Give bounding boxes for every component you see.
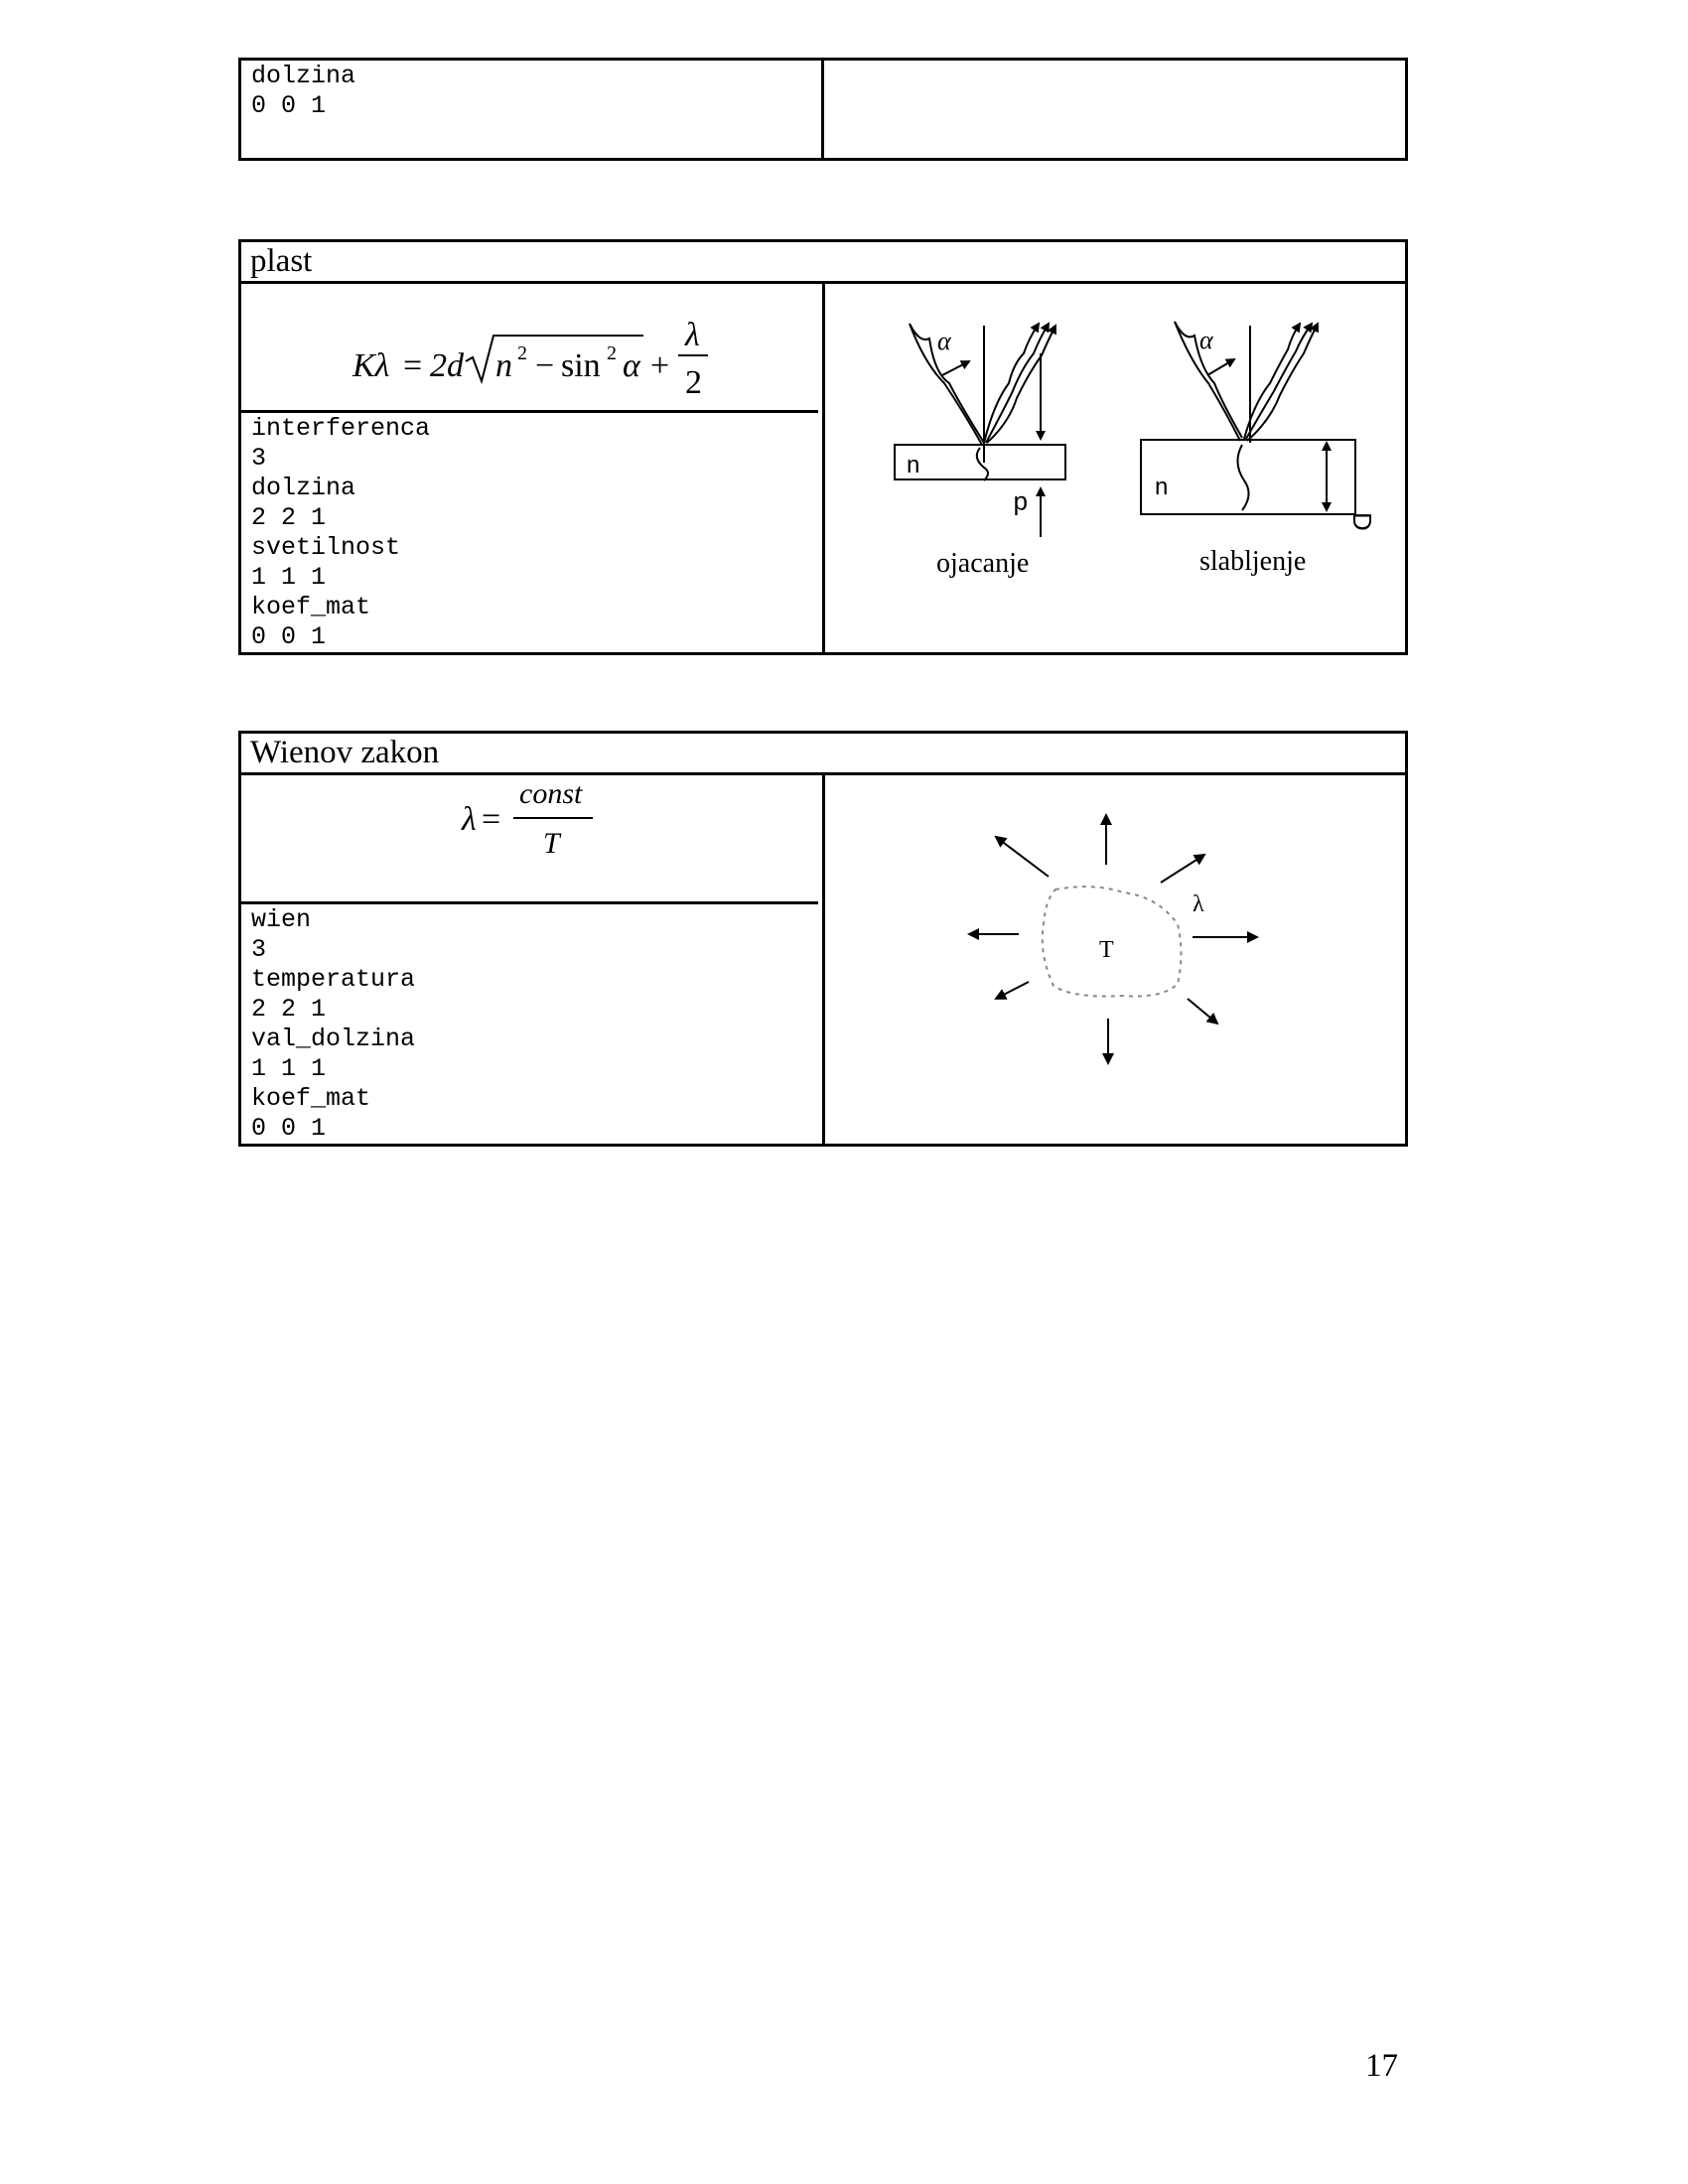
formula-frac-den: T <box>543 827 560 860</box>
T-label: T <box>1098 937 1114 963</box>
card-wienov-zakon <box>238 731 1408 1147</box>
code-line: val_dolzina <box>251 1024 416 1053</box>
card-2-right <box>823 283 1407 654</box>
code-line: svetilnost <box>251 533 401 562</box>
code-line: temperatura <box>251 965 416 994</box>
code-line: koef_mat <box>251 593 371 621</box>
code-line: 1 1 1 <box>251 563 327 592</box>
card-dolzina <box>238 58 1408 161</box>
code-line: koef_mat <box>251 1084 371 1113</box>
page-number: 17 <box>1365 2048 1398 2084</box>
code-line: 2 2 1 <box>251 503 327 532</box>
left-alpha-label: α <box>936 327 951 355</box>
left-d-label: d <box>1013 490 1028 520</box>
code-line: interferenca <box>251 414 431 443</box>
left-n-label: n <box>906 452 919 478</box>
right-alpha-label: α <box>1198 326 1213 354</box>
formula-frac-num: const <box>519 777 583 810</box>
formula-eq: = <box>403 347 423 384</box>
formula-box <box>241 775 818 904</box>
sqrt-sign <box>466 336 643 381</box>
diagram-slabljenje <box>1141 322 1355 514</box>
card-title: Wienov zakon <box>240 733 1407 774</box>
code-line: dolzina <box>251 474 356 502</box>
formula-eq: = <box>482 801 501 838</box>
diagram-ojacanje <box>895 324 1065 537</box>
formula-frac-num: λ <box>685 317 700 353</box>
right-caption: slabljenje <box>1198 546 1306 577</box>
formula-minus: − <box>535 347 555 384</box>
formula-lhs: λ <box>462 801 477 838</box>
card-2-left <box>240 283 824 654</box>
card-3-right <box>823 774 1407 1146</box>
left-caption: ojacanje <box>935 548 1029 579</box>
code-line: dolzina <box>251 62 356 90</box>
code-block <box>241 413 822 652</box>
right-n-label: n <box>1154 474 1168 500</box>
formula-sin: sin <box>561 347 601 384</box>
formula-n: n <box>495 347 512 384</box>
card-plast <box>238 239 1408 655</box>
code-line: 0 0 1 <box>251 1114 327 1143</box>
code-line: 3 <box>251 444 267 473</box>
card-1-right <box>823 60 1407 160</box>
code-line: 1 1 1 <box>251 1054 327 1083</box>
formula-wien <box>241 775 817 901</box>
card-title: plast <box>240 241 1407 283</box>
formula-interferenca <box>241 284 817 410</box>
formula-box <box>241 284 818 413</box>
code-block <box>241 61 821 121</box>
card-1-left <box>240 60 823 160</box>
interference-figure <box>825 284 1407 651</box>
lambda-label: λ <box>1192 891 1204 917</box>
code-line: 0 0 1 <box>251 622 327 651</box>
wien-figure <box>825 775 1407 1143</box>
code-block <box>241 904 822 1144</box>
formula-alpha: α <box>623 347 640 384</box>
formula-exp1: 2 <box>517 342 527 364</box>
formula-frac-den: 2 <box>685 364 702 401</box>
code-line: 3 <box>251 935 267 964</box>
code-line: 0 0 1 <box>251 91 327 120</box>
right-D-label: D <box>1346 512 1377 531</box>
card-3-left <box>240 774 824 1146</box>
formula-exp2: 2 <box>607 342 617 364</box>
formula-lhs: Kλ <box>352 347 390 384</box>
formula-plus: + <box>650 347 670 384</box>
formula-coef: 2d <box>430 347 464 384</box>
code-line: 2 2 1 <box>251 995 327 1024</box>
code-line: wien <box>251 905 312 934</box>
